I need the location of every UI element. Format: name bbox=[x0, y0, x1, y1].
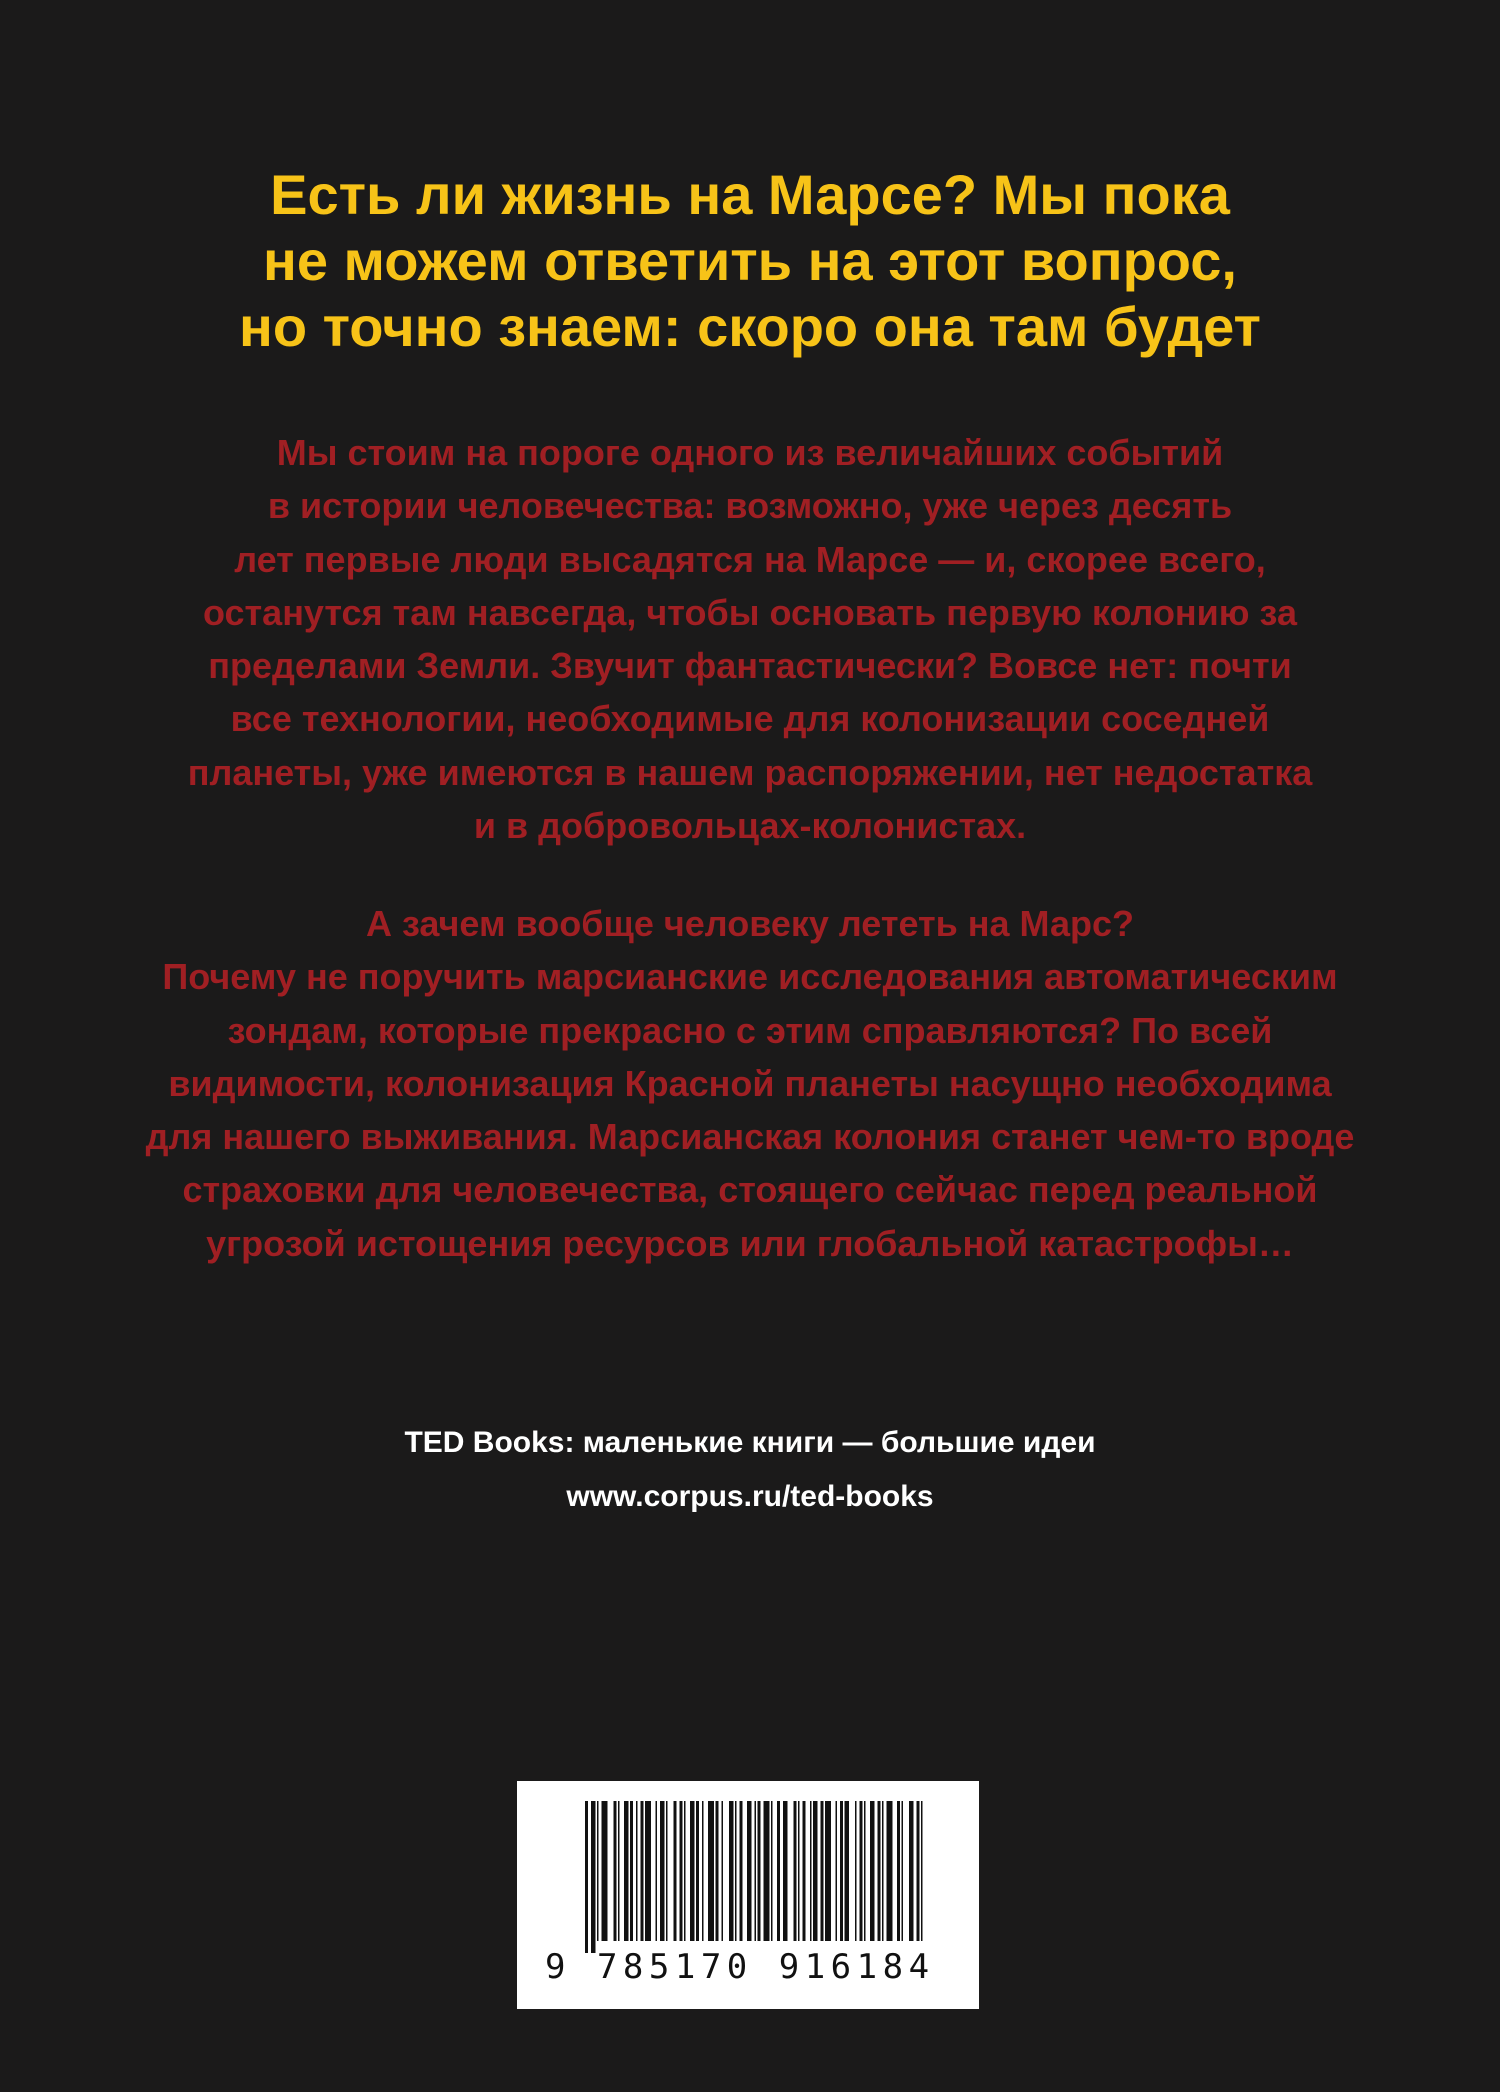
barcode-bar bbox=[825, 1801, 831, 1941]
barcode-bar bbox=[660, 1801, 665, 1941]
barcode-bar bbox=[803, 1801, 806, 1941]
barcode-bar bbox=[864, 1801, 866, 1941]
barcode-bar bbox=[674, 1801, 677, 1941]
paragraph-line: останутся там навсегда, чтобы основать первую колонию за bbox=[203, 591, 1297, 633]
barcode-bar bbox=[878, 1801, 881, 1941]
paragraph-line: все технологии, необходимые для колонизации соседней bbox=[230, 698, 1270, 740]
barcode-bar bbox=[645, 1801, 651, 1941]
paragraph-line: видимости, колонизация Красной планеты насущно необходима bbox=[168, 1062, 1332, 1104]
isbn-number: 9 785170 916184 bbox=[545, 1947, 935, 1987]
barcode-bar bbox=[624, 1801, 629, 1941]
barcode-bar bbox=[902, 1801, 904, 1941]
barcode-bar bbox=[641, 1801, 644, 1941]
barcode-bar bbox=[716, 1801, 719, 1941]
headline-line: Есть ли жизнь на Марсе? Мы пока bbox=[270, 163, 1230, 226]
barcode-bar bbox=[740, 1801, 743, 1941]
barcode-bar bbox=[591, 1801, 596, 1953]
barcode-bar bbox=[798, 1801, 800, 1941]
paragraph-line: Мы стоим на пороге одного из величайших событий bbox=[276, 432, 1224, 473]
barcode-bar bbox=[777, 1801, 780, 1941]
paragraph-line: А зачем вообще человеку лететь на Марс? bbox=[365, 903, 1135, 944]
series-tagline: TED Books: маленькие книги — большие идеи bbox=[404, 1426, 1096, 1459]
paragraph-line: в истории человечества: возможно, уже через десять bbox=[267, 485, 1233, 527]
barcode-bar bbox=[917, 1801, 920, 1941]
barcode-bar bbox=[810, 1801, 812, 1941]
barcode-bar bbox=[618, 1801, 620, 1941]
barcode-bar bbox=[666, 1801, 668, 1941]
paragraph-line: лет первые люди высадятся на Марсе — и, скорее всего, bbox=[234, 538, 1266, 580]
paragraph-line: угрозой истощения ресурсов или глобальной катастрофы… bbox=[206, 1222, 1294, 1264]
barcode-bar bbox=[855, 1801, 857, 1941]
barcode-bar bbox=[696, 1801, 699, 1941]
barcode-bar bbox=[764, 1801, 770, 1941]
barcode-bar bbox=[909, 1801, 914, 1941]
headline-line: но точно знаем: скоро она там будет bbox=[239, 295, 1261, 358]
barcode-bar bbox=[836, 1801, 838, 1941]
headline-line: не можем ответить на этот вопрос, bbox=[263, 229, 1237, 292]
barcode-bar bbox=[840, 1801, 843, 1941]
paragraph-line: зондам, которые прекрасно с этим справляются? По всей bbox=[227, 1009, 1273, 1051]
paragraph-line: пределами Земли. Звучит фантастически? Вовсе нет: почти bbox=[208, 645, 1292, 687]
barcode-bar bbox=[702, 1801, 704, 1941]
publisher-url: www.corpus.ru/ted-books bbox=[566, 1480, 934, 1513]
barcode-bar bbox=[860, 1801, 863, 1941]
description-paragraph-2 bbox=[0, 897, 1500, 1270]
barcode-bar bbox=[729, 1801, 734, 1941]
barcode-bar bbox=[845, 1801, 850, 1941]
barcode-bar bbox=[870, 1801, 875, 1941]
isbn-barcode bbox=[517, 1781, 979, 2009]
barcode-bar bbox=[921, 1801, 923, 1941]
barcode-bar bbox=[585, 1801, 588, 1953]
paragraph-line: и в добровольцах-колонистах. bbox=[473, 805, 1027, 847]
barcode-bar bbox=[680, 1801, 683, 1941]
barcode-bar bbox=[597, 1801, 599, 1941]
barcode-bar bbox=[747, 1801, 752, 1941]
barcode-bar bbox=[735, 1801, 737, 1941]
paragraph-line: для нашего выживания. Марсианская колония станет чем-то вроде bbox=[145, 1116, 1355, 1158]
barcode-bar bbox=[636, 1801, 638, 1941]
headline bbox=[0, 162, 1500, 360]
barcode-bar bbox=[794, 1801, 797, 1941]
barcode-bar bbox=[887, 1801, 893, 1941]
barcode-bar bbox=[656, 1801, 658, 1941]
barcode-bar bbox=[771, 1801, 773, 1941]
description-paragraph-1 bbox=[0, 426, 1500, 852]
paragraph-line: планеты, уже имеются в нашем распоряжении, нет недостатка bbox=[187, 751, 1313, 793]
paragraph-line: страховки для человечества, стоящего сейчас перед реальной bbox=[182, 1169, 1318, 1211]
barcode-bar bbox=[755, 1801, 757, 1941]
barcode-bar bbox=[897, 1801, 900, 1941]
barcode-bar bbox=[602, 1801, 608, 1941]
barcode-bar bbox=[821, 1801, 824, 1941]
barcode-bar bbox=[783, 1801, 788, 1941]
barcode-bar bbox=[758, 1801, 761, 1941]
barcode-bar bbox=[708, 1801, 714, 1941]
barcode-bar bbox=[614, 1801, 617, 1941]
barcode-bar bbox=[882, 1801, 884, 1941]
barcode-bar bbox=[630, 1801, 633, 1941]
barcode-bar bbox=[684, 1801, 686, 1941]
barcode-bar bbox=[690, 1801, 695, 1941]
barcode-bar bbox=[722, 1801, 724, 1941]
barcode-bar bbox=[813, 1801, 818, 1941]
paragraph-line: Почему не поручить марсианские исследования автоматическим bbox=[162, 956, 1338, 998]
